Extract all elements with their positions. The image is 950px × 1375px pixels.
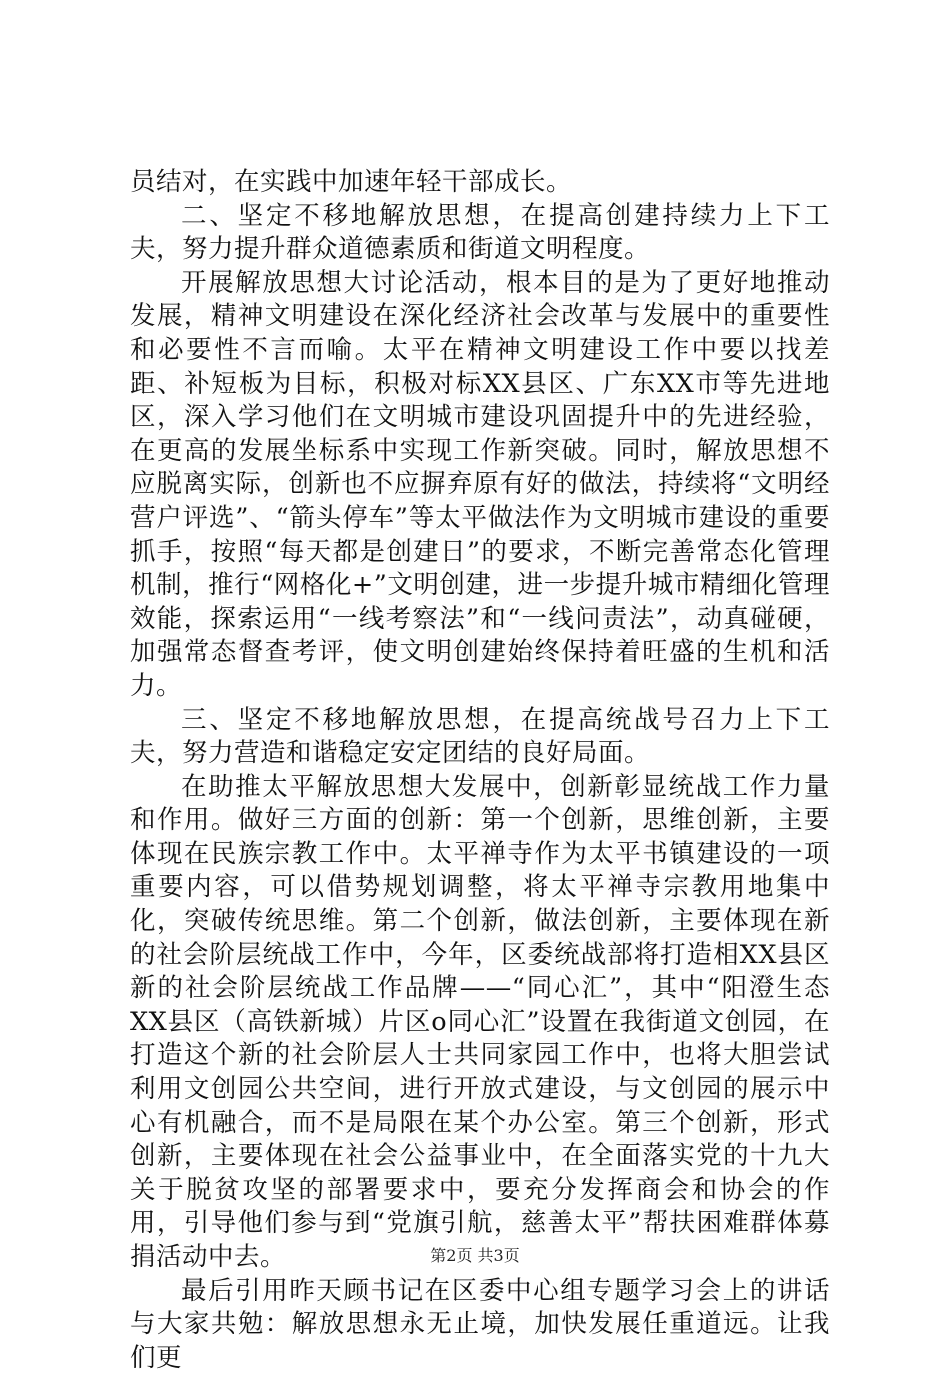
page-footer: 第2页 共3页 — [430, 1246, 520, 1265]
paragraph-civilization: 开展解放思想大讨论活动，根本目的是为了更好地推动发展，精神文明建设在深化经济社会改革与发展中的重要性和必要性不言而喻。太平在精神文明建设工作中要以找差距、补短板为目标，积极对标XX县区、广东XX市等先进地区，深入学习他们在文明城市建设巩固提升中的先进经验，在更高的发展坐标系中实现工作新突破。同时，解放思想不应脱离实际，创新也不应摒弃原有好的做法，持续将“文明经营户评选”、“箭头停车”等太平做法作为文明城市建设的重要抓手，按照“每天都是创建日”的要求，不断完善常态化管理机制，推行“网格化+”文明创建，进一步提升城市精细化管理效能，探索运用“一线考察法”和“一线问责法”，动真碰硬，加强常态督查考评，使文明创建始终保持着旺盛的生机和活力。 — [130, 267, 830, 701]
paragraph-continuation: 员结对，在实践中加速年轻干部成长。 — [130, 167, 573, 197]
document-body — [130, 166, 830, 1375]
paragraph-united-front: 在助推太平解放思想大发展中，创新彰显统战工作力量和作用。做好三方面的创新：第一个创新，思维创新，主要体现在民族宗教工作中。太平禅寺作为太平书镇建设的一项重要内容，可以借势规划调整，将太平禅寺宗教用地集中化，突破传统思维。第二个创新，做法创新，主要体现在新的社会阶层统战工作中，今年，区委统战部将打造相XX县区新的社会阶层统战工作品牌——“同心汇”，其中“阳澄生态XX县区（高铁新城）片区o同心汇”设置在我街道文创园，在打造这个新的社会阶层人士共同家园工作中，也将大胆尝试利用文创园公共空间，进行开放式建设，与文创园的展示中心有机融合，而不是局限在某个办公室。第三个创新，形式创新，主要体现在社会公益事业中，在全面落实党的十九大关于脱贫攻坚的部署要求中，要充分发挥商会和协会的作用，引导他们参与到“党旗引航，慈善太平”帮扶困难群体募捐活动中去。 — [130, 771, 830, 1272]
paragraph-closing: 最后引用昨天顾书记在区委中心组专题学习会上的讲话与大家共勉：解放思想永无止境，加快发展任重道远。让我们更 — [130, 1275, 830, 1373]
section-heading-3: 三、坚定不移地解放思想，在提高统战号召力上下工夫，努力营造和谐稳定安定团结的良好局面。 — [130, 704, 830, 769]
section-heading-2: 二、坚定不移地解放思想，在提高创建持续力上下工夫，努力提升群众道德素质和街道文明程度。 — [130, 200, 830, 265]
